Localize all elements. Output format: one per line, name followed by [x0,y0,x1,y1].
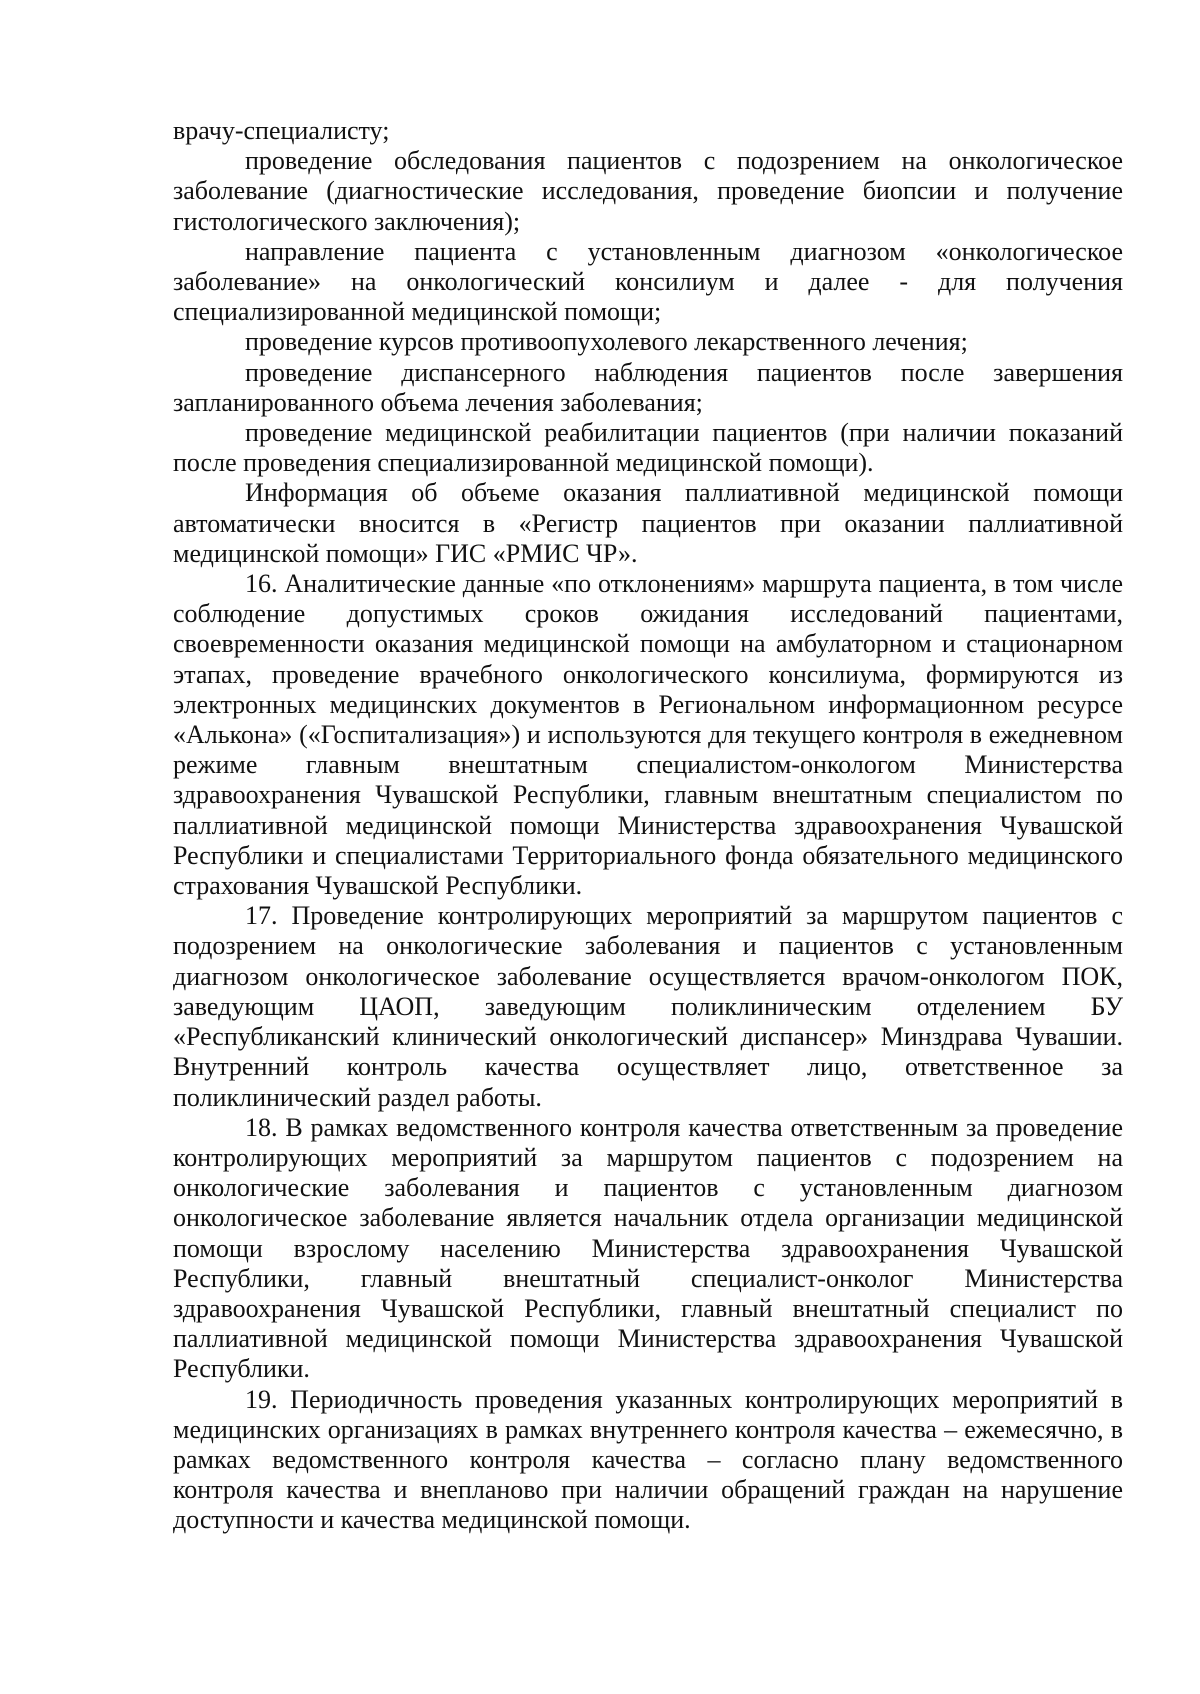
paragraph-clause-19: 19. Периодичность проведения указанных контролирующих мероприятий в медицинских организациях в рамках внутреннего контроля качества – ежемесячно, в рамках ведомственного контроля качества – согласно плану ведомственного контроля качества и внепланово при наличии обращений граждан на нарушение доступности и качества медицинской помощи. [173,1384,1123,1535]
paragraph-list-item-dispensary: проведение диспансерного наблюдения пациентов после завершения запланированного объема лечения заболевания; [173,357,1123,417]
paragraph-list-item-rehabilitation: проведение медицинской реабилитации пациентов (при наличии показаний после проведения специализированной медицинской помощи). [173,418,1123,478]
paragraph-palliative-info: Информация об объеме оказания паллиативной медицинской помощи автоматически вносится в «Регистр пациентов при оказании паллиативной медицинской помощи» ГИС «РМИС ЧР». [173,478,1123,568]
paragraph-list-item-referral: направление пациента с установленным диагнозом «онкологическое заболевание» на онкологический консилиум и далее - для получения специализированной медицинской помощи; [173,236,1123,327]
paragraph-clause-17: 17. Проведение контролирующих мероприятий за маршрутом пациентов с подозрением на онкологические заболевания и пациентов с установленным диагнозом онкологическое заболевание осуществляется врачом-онкологом ПОК, заведующим ЦАОП, заведующим поликлиническим отделением БУ «Республиканский клинический онкологический диспансер» Минздрава Чувашии. Внутренний контроль качества осуществляет лицо, ответственное за поликлинический раздел работы. [173,901,1123,1112]
paragraph-list-item-drug-treatment: проведение курсов противоопухолевого лекарственного лечения; [245,327,968,357]
paragraph-continuation: врачу-специалисту; [173,116,390,145]
paragraph-clause-16: 16. Аналитические данные «по отклонениям» маршрута пациента, в том числе соблюдение допустимых сроков ожидания исследований пациентами, своевременности оказания медицинской помощи на амбулаторном и стационарном этапах, проведение врачебного онкологического консилиума, формируются из электронных медицинских документов в Региональном информационном ресурсе «Алькона» («Госпитализация») и используются для текущего контроля в ежедневном режиме главным внештатным специалистом-онкологом Министерства здравоохранения Чувашской Республики, главным внештатным специалистом по паллиативной медицинской помощи Министерства здравоохранения Чувашской Республики и специалистами Территориального фонда обязательного медицинского страхования Чувашской Республики. [173,569,1123,901]
paragraph-list-item-examination: проведение обследования пациентов с подозрением на онкологическое заболевание (диагностические исследования, проведение биопсии и получение гистологического заключения); [173,146,1123,236]
document-body [173,116,1123,1536]
paragraph-clause-18: 18. В рамках ведомственного контроля качества ответственным за проведение контролирующих мероприятий за маршрутом пациентов с подозрением на онкологические заболевания и пациентов с установленным диагнозом онкологическое заболевание является начальник отдела организации медицинской помощи взрослому населению Министерства здравоохранения Чувашской Республики, главный внештатный специалист-онколог Министерства здравоохранения Чувашской Республики, главный внештатный специалист по паллиативной медицинской помощи Министерства здравоохранения Чувашской Республики. [173,1112,1123,1384]
